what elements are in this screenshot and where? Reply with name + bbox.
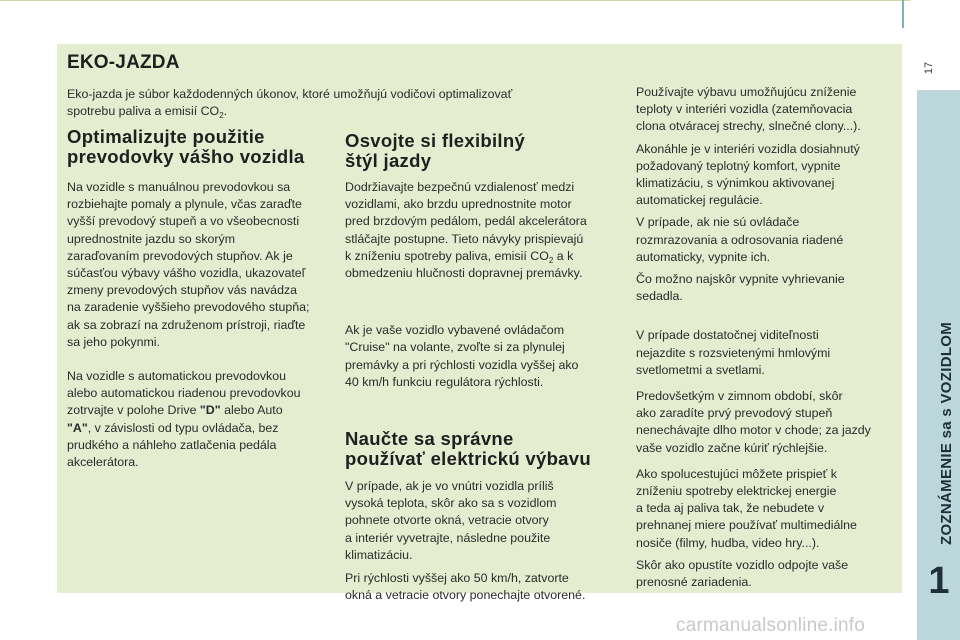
column-3 (636, 84, 901, 591)
paragraph-manual-gearbox: Na vozidle s manuálnou prevodovkou sa rozbiehajte pomaly a plynule, včas zaraďte vyšší prevodový stupeň a vo všeobecnosti uprednostnite jazdu so skorým zaraďovaním prevodových stupňov. Ak je súčasťou výbavy vášho vozidla, ukazovateľ zmeny prevodových stupňov vás navádza na zaradenie vyššieho prevodového stupňa; ak sa zobrazí na združenom prístroji, riaďte sa jeho pokynmi. (67, 180, 310, 349)
top-rule (0, 0, 910, 1)
page-number: 17 (923, 61, 936, 75)
paragraph-winter: Predovšetkým v zimnom období, skôr ako zaradíte prvý prevodový stupeň nenechávajte dlho motor v chode; za jazdy vaše vozidlo začne kúriť rýchlejšie. (636, 389, 871, 455)
paragraph-defrost: V prípade, ak nie sú ovládače rozmrazovania a odrosovania riadené automaticky, vypnite ich. (636, 215, 844, 264)
paragraph-seat-heating: Čo možno najskôr vypnite vyhrievanie sedadla. (636, 272, 845, 304)
paragraph-ventilation: V prípade, ak je vo vnútri vozidla príliš vysoká teplota, skôr ako sa s vozidlom pohnete otvorte okná, vetracie otvory a interiér vyvetrajte, následne použite klimatizáciu. (345, 479, 557, 562)
page-title: EKO-JAZDA (67, 52, 180, 73)
paragraph-fog-lights: V prípade dostatočnej viditeľnosti nejazdite s rozsvietenými hmlovými svetlometmi a svetlami. (636, 328, 831, 377)
paragraph-automatic-gearbox: Na vozidle s automatickou prevodovkou alebo automatickou riadenou prevodovkou zotrvajte v polohe Drive "D" alebo Auto "A", v závislosti od typu ovládača, bez prudkého a náhleho zatlačenia pedála akcelerátora. (67, 369, 301, 470)
paragraph-equipment: Používajte výbavu umožňujúcu zníženie teploty v interiéri vozidla (zatemňovacia clona otváracej strechy, slnečné clony...). (636, 85, 861, 134)
column-2 (345, 131, 620, 604)
heading-driving-style: Osvojte si flexibilný štýl jazdy (345, 130, 526, 171)
chapter-number: 1 (928, 560, 950, 602)
intro-text: Eko-jazda je súbor každodenných úkonov, ktoré umožňujú vodičovi optimalizovať spotrebu paliva a emisií $CO_2$. (67, 87, 513, 121)
heading-electrical: Naučte sa správne používať elektrickú výbavu (345, 428, 591, 470)
paragraph-passenger: Ako spolucestujúci môžete prispieť k zníženiu spotreby elektrickej energie a teda aj paliva tak, že nebudete v prehnanej miere používať multimediálne nosiče (filmy, hudba, video hry...). (636, 466, 857, 550)
paragraph-safe-distance: Dodržiavajte bezpečnú vzdialenosť medzi vozidlami, ako brzdu uprednostnite motor pred brzdovým pedálom, pedál akcelerátora stláčajte postupne. Tieto návyky prispievajú k zníženiu spotreby paliva, emisií $CO_2$ a k obmedzeniu hlučnosti dopravnej premávky. (345, 180, 587, 281)
paragraph-windows: Pri rýchlosti vyššej ako 50 km/h, zatvorte okná a vetracie otvory ponechajte otvorené. (345, 571, 586, 603)
corner-mark (902, 0, 904, 28)
section-title: ZOZNÁMENIE sa s VOZIDLOM (938, 321, 955, 545)
heading-gearbox: Optimalizujte použitie prevodovky vášho vozidla (67, 126, 305, 167)
watermark: carmanualsonline.info (676, 615, 866, 636)
column-1 (67, 127, 332, 471)
paragraph-portable-devices: Skôr ako opustíte vozidlo odpojte vaše prenosné zariadenia. (636, 557, 849, 590)
paragraph-ac-off: Akonáhle je v interiéri vozidla dosiahnutý požadovaný teplotný komfort, vypnite klimatizáciu, s výnimkou aktivovanej automatickej regulácie. (636, 141, 860, 208)
paragraph-cruise: Ak je vaše vozidlo vybavené ovládačom "Cruise" na volante, zvoľte si za plynulej premávky a pri rýchlosti vozidla vyššej ako 40 km/h funkciu regulátora rýchlosti. (345, 323, 579, 389)
